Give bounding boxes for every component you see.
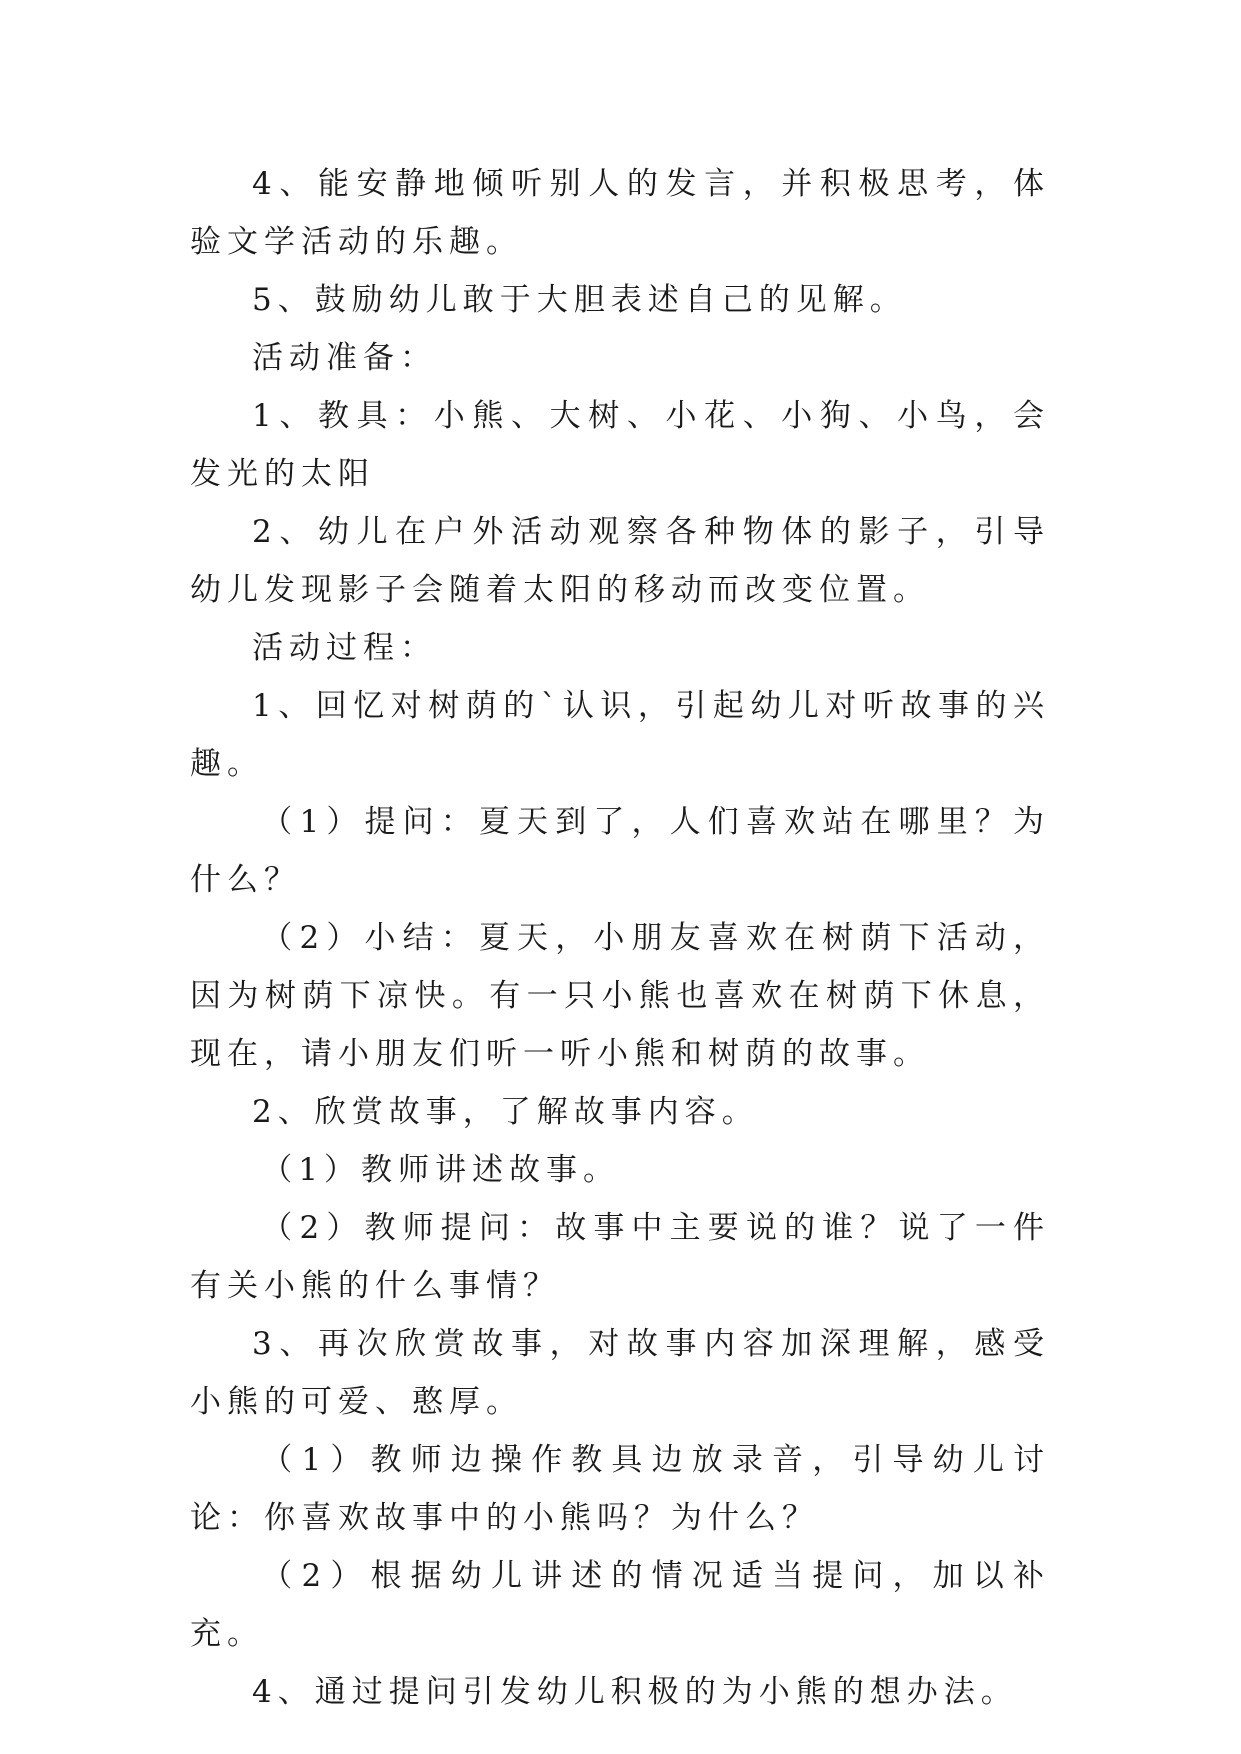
paragraph-step-3-1: （1）教师边操作教具边放录音，引导幼儿讨论：你喜欢故事中的小熊吗？为什么？: [190, 1442, 1050, 1536]
paragraph-step-1-2: （2）小结：夏天，小朋友喜欢在树荫下活动，因为树荫下凉快。有一只小熊也喜欢在树荫下休息，现在，请小朋友们听一听小熊和树荫的故事。: [190, 920, 1050, 1072]
paragraph-step-4: 4、通过提问引发幼儿积极的为小熊的想办法。: [252, 1674, 1018, 1710]
document-body: [190, 155, 1050, 1721]
paragraph-step-3-2: （2）根据幼儿讲述的情况适当提问，加以补充。: [190, 1558, 1050, 1652]
paragraph-step-1-1: （1）提问：夏天到了，人们喜欢站在哪里？为什么？: [190, 804, 1050, 898]
paragraph-goal-4: 4、能安静地倾听别人的发言，并积极思考，体验文学活动的乐趣。: [190, 166, 1050, 260]
paragraph-step-1: 1、回忆对树荫的`认识，引起幼儿对听故事的兴趣。: [190, 688, 1050, 782]
heading-process: 活动过程：: [252, 630, 437, 666]
heading-preparation: 活动准备：: [252, 340, 437, 376]
paragraph-step-2-1: （1）教师讲述故事。: [261, 1152, 621, 1188]
paragraph-prep-1: 1、教具：小熊、大树、小花、小狗、小鸟，会发光的太阳: [190, 398, 1050, 492]
paragraph-step-3: 3、再次欣赏故事，对故事内容加深理解，感受小熊的可爱、憨厚。: [190, 1326, 1050, 1420]
paragraph-step-2-2: （2）教师提问：故事中主要说的谁？说了一件有关小熊的什么事情？: [190, 1210, 1050, 1304]
paragraph-prep-2: 2、幼儿在户外活动观察各种物体的影子，引导幼儿发现影子会随着太阳的移动而改变位置。: [190, 514, 1050, 608]
paragraph-goal-5: 5、鼓励幼儿敢于大胆表述自己的见解。: [252, 282, 907, 318]
paragraph-step-2: 2、欣赏故事，了解故事内容。: [252, 1094, 759, 1130]
